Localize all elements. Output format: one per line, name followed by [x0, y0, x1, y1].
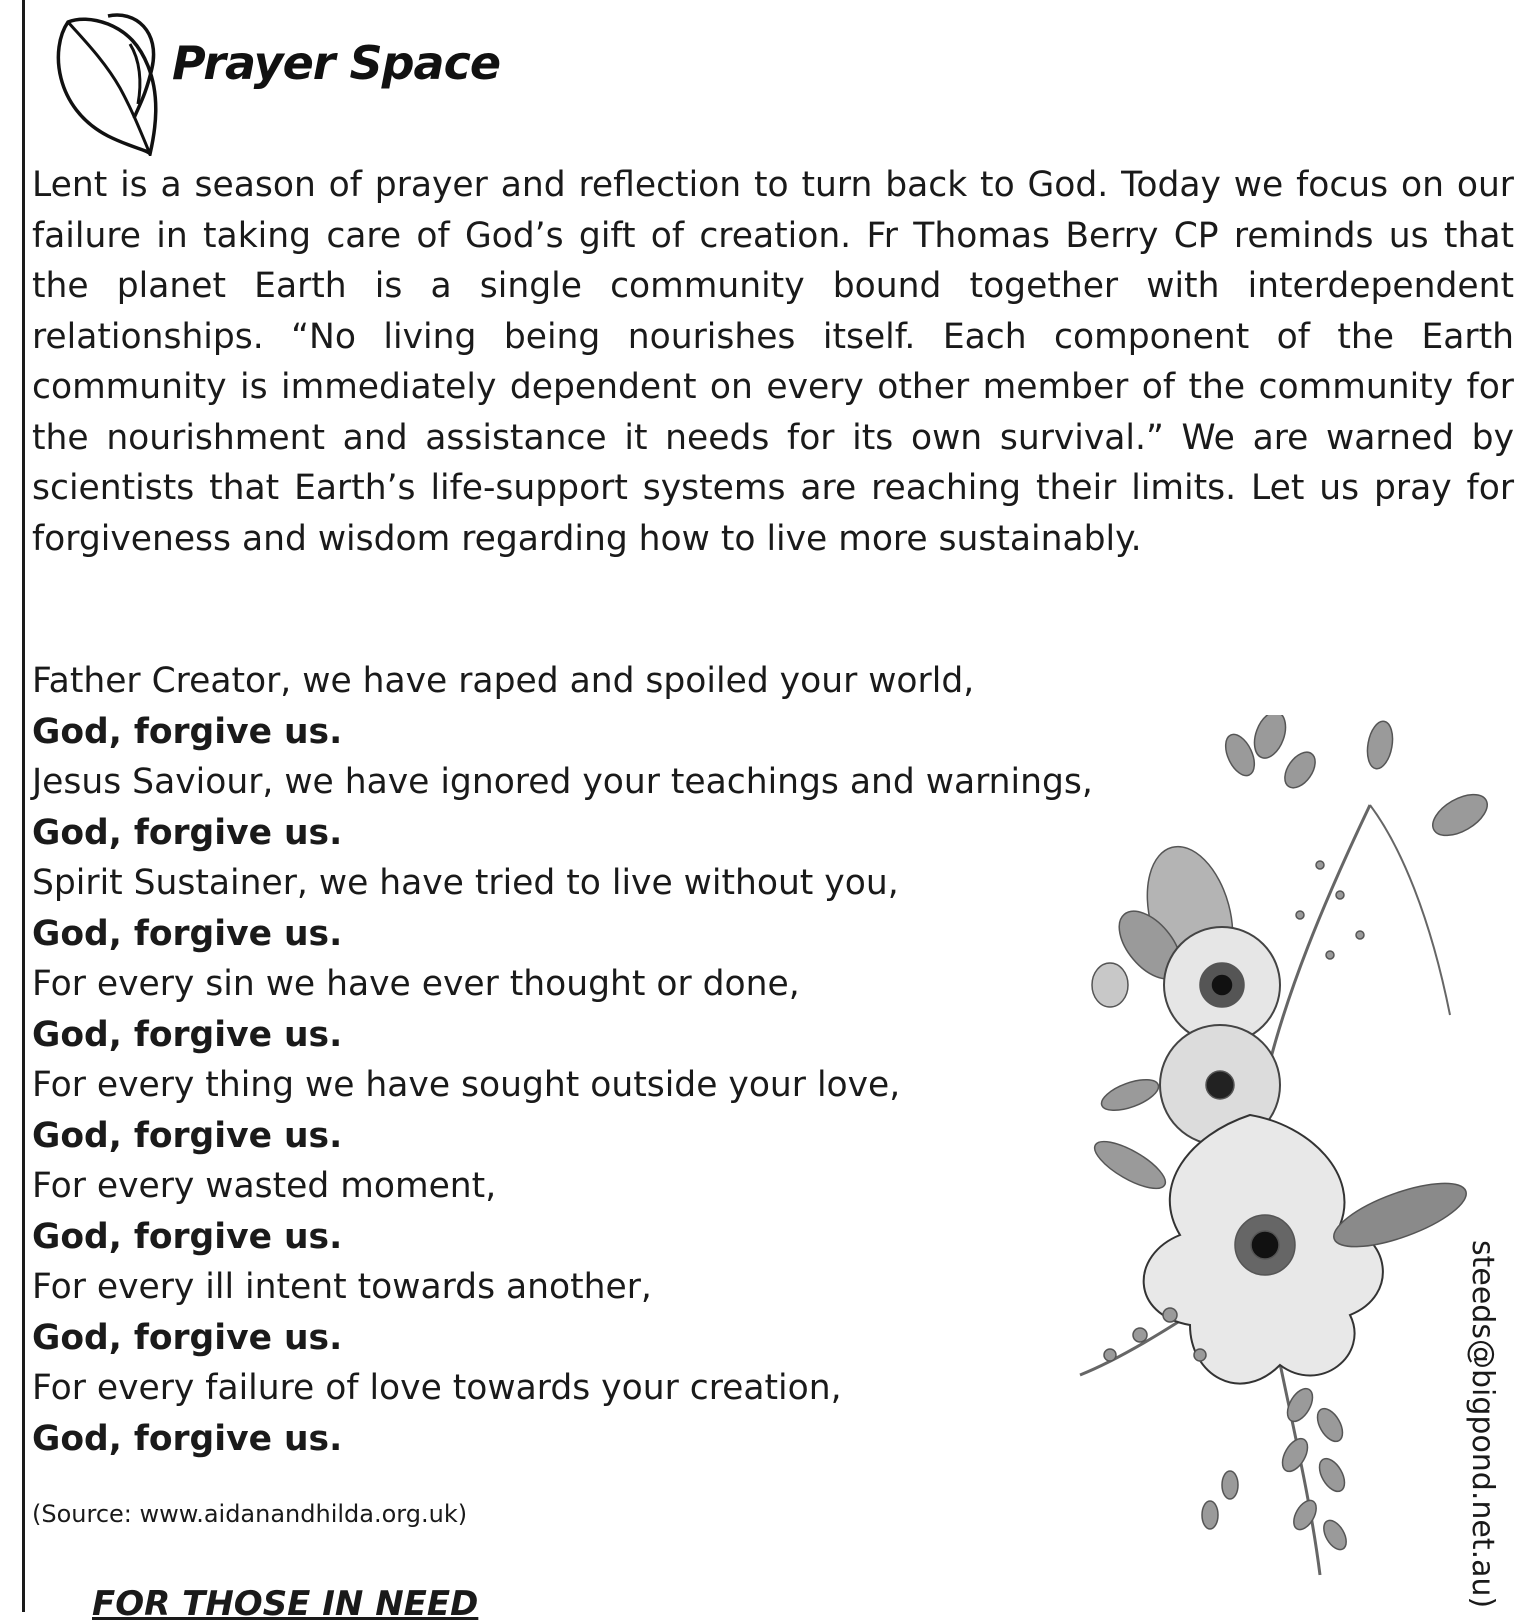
litany-call: For every ill intent towards another, — [32, 1267, 652, 1307]
litany-call: For every failure of love towards your creation, — [32, 1368, 842, 1408]
side-email-text: steeds@bigpond.net.au) — [1465, 1240, 1500, 1609]
leaf-icon — [48, 8, 163, 156]
litany-response: God, forgive us. — [32, 1014, 343, 1055]
litany-response: God, forgive us. — [32, 1317, 343, 1358]
litany-response: God, forgive us. — [32, 812, 343, 853]
intro-paragraph: Lent is a season of prayer and reflection to turn back to God. Today we focus on our failure in taking care of God’s gift of creation. Fr Thomas Berry CP reminds us that the planet Earth is a single community bound together with interdependent relationships. “No living being nourishes itself. Each component of the Earth community is immediately dependent on every other member of the community for the nourishment and assistance it needs for its own survival.” We are warned by scientists that Earth’s life-support systems are reaching their limits. Let us pray for forgiveness and wisdom regarding how to live more sustainably. — [32, 165, 1514, 559]
litany-call: For every sin we have ever thought or done, — [32, 964, 800, 1004]
litany-response: God, forgive us. — [32, 1418, 343, 1459]
litany-call: For every wasted moment, — [32, 1166, 497, 1206]
litany-response: God, forgive us. — [32, 1115, 343, 1156]
litany-call: Father Creator, we have raped and spoiled your world, — [32, 661, 975, 701]
litany-call: For every thing we have sought outside your love, — [32, 1065, 901, 1105]
page-title: Prayer Space — [172, 36, 501, 90]
litany-response: God, forgive us. — [32, 913, 343, 954]
litany — [32, 656, 1192, 1464]
page-border-left — [22, 0, 25, 1612]
flower-bouquet-illustration — [1070, 715, 1510, 1595]
source-citation: (Source: www.aidanandhilda.org.uk) — [32, 1500, 468, 1528]
litany-response: God, forgive us. — [32, 711, 343, 752]
section-heading: FOR THOSE IN NEED — [92, 1584, 479, 1624]
litany-call: Jesus Saviour, we have ignored your teachings and warnings, — [32, 762, 1093, 802]
litany-call: Spirit Sustainer, we have tried to live without you, — [32, 863, 899, 903]
litany-response: God, forgive us. — [32, 1216, 343, 1257]
